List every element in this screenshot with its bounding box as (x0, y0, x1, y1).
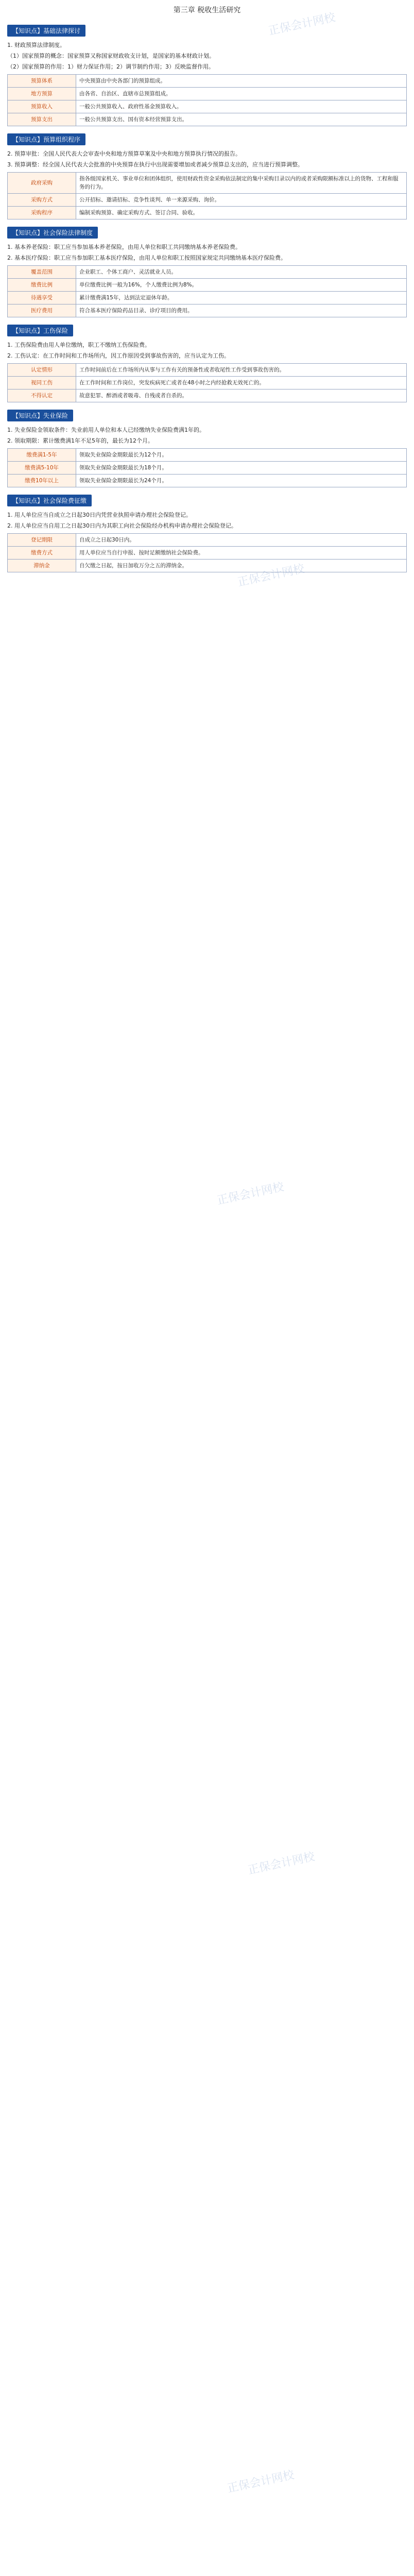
table-cell: 缴费10年以上 (8, 474, 76, 487)
section-2 (0, 129, 414, 219)
table-cell: 由各省、自治区、直辖市总预算组成。 (76, 88, 407, 100)
table-cell: 待遇享受 (8, 292, 76, 304)
section-4 (0, 320, 414, 402)
table-row (8, 389, 407, 402)
table (7, 448, 407, 487)
table-cell: 医疗费用 (8, 304, 76, 317)
table-cell: 领取失业保险金期限最长为12个月。 (76, 449, 407, 462)
table-cell: 采购程序 (8, 207, 76, 219)
table-row (8, 449, 407, 462)
table-row (8, 88, 407, 100)
text-line: 2. 基本医疗保险：职工应当参加职工基本医疗保险，由用人单位和职工按照国家规定共同缴纳基本医疗保险费。 (7, 255, 286, 261)
text-line: 1. 基本养老保险：职工应当参加基本养老保险，由用人单位和职工共同缴纳基本养老保险费。 (7, 244, 241, 250)
table-cell: 领取失业保险金期限最长为24个月。 (76, 474, 407, 487)
watermark: 正保会计网校 (236, 562, 306, 589)
table-cell: 在工作时间和工作岗位，突发疾病死亡或者在48小时之内经抢救无效死亡的。 (76, 377, 407, 389)
watermark: 正保会计网校 (247, 1850, 316, 1877)
page-header: 第三章 税收生活研究 (173, 6, 241, 14)
table-cell: 缴费满5-10年 (8, 462, 76, 474)
text-line: 2. 领取期限：累计缴费满1年不足5年的，最长为12个月。 (7, 437, 153, 444)
table-cell: 单位缴费比例一般为16%，个人缴费比例为8%。 (76, 279, 407, 292)
table-cell: 公开招标、邀请招标、竞争性谈判、单一来源采购、询价。 (76, 194, 407, 207)
text-line: 1. 失业保险金领取条件：失业前用人单位和本人已经缴纳失业保险费满1年的。 (7, 427, 205, 433)
section-heading: 【知识点】社会保险费征缴 (7, 495, 92, 506)
table-cell: 一般公共预算支出、国有资本经营预算支出。 (76, 113, 407, 126)
table-row (8, 462, 407, 474)
table-cell: 预算收入 (8, 100, 76, 113)
table-row (8, 292, 407, 304)
table-row (8, 474, 407, 487)
table (7, 265, 407, 317)
table-cell: 企业职工、个体工商户、灵活就业人员。 (76, 266, 407, 279)
table-cell: 中央预算由中央各部门的预算组成。 (76, 75, 407, 88)
table-row (8, 194, 407, 207)
table-cell: 登记期限 (8, 534, 76, 547)
table-cell: 缴费方式 (8, 547, 76, 560)
table-cell: 累计缴费满15年，达到法定退休年龄。 (76, 292, 407, 304)
table-cell: 故意犯罪、醉酒或者吸毒、自残或者自杀的。 (76, 389, 407, 402)
table-cell: 政府采购 (8, 173, 76, 194)
watermark: 正保会计网校 (267, 11, 337, 38)
text-line: 2. 预算审批：全国人民代表大会审查中央和地方预算草案及中央和地方预算执行情况的报告。 (7, 150, 241, 157)
table-cell: 自欠缴之日起，按日加收万分之五的滞纳金。 (76, 560, 407, 572)
table-row (8, 207, 407, 219)
text-line: 3. 预算调整：经全国人民代表大会批准的中央预算在执行中出现需要增加或者减少预算总支出的，应当进行预算调整。 (7, 161, 303, 168)
text-line: （2）国家预算的作用：1）财力保证作用；2）调节制约作用；3）反映监督作用。 (7, 63, 214, 70)
text-line: 2. 工伤认定：在工作时间和工作场所内，因工作原因受到事故伤害的，应当认定为工伤。 (7, 352, 230, 359)
watermark: 正保会计网校 (216, 1180, 285, 1208)
table-row (8, 266, 407, 279)
table (7, 533, 407, 572)
table-cell: 覆盖范围 (8, 266, 76, 279)
section-1 (0, 21, 414, 126)
table-cell: 不得认定 (8, 389, 76, 402)
table-cell: 工作时间前后在工作场所内从事与工作有关的预备性或者收尾性工作受到事故伤害的。 (76, 364, 407, 377)
table-row (8, 547, 407, 560)
text-line: 2. 用人单位应当自用工之日起30日内为其职工向社会保险经办机构申请办理社会保险登记。 (7, 522, 237, 529)
table-cell: 预算支出 (8, 113, 76, 126)
section-heading: 【知识点】社会保险法律制度 (7, 227, 98, 239)
table-cell: 采购方式 (8, 194, 76, 207)
table-row (8, 113, 407, 126)
table-cell: 自成立之日起30日内。 (76, 534, 407, 547)
table-row (8, 377, 407, 389)
table-cell: 缴费比例 (8, 279, 76, 292)
table-cell: 预算体系 (8, 75, 76, 88)
text-line: 1. 财政预算法律制度。 (7, 42, 65, 48)
table-row (8, 173, 407, 194)
table-row (8, 304, 407, 317)
table-cell: 滞纳金 (8, 560, 76, 572)
table-row (8, 75, 407, 88)
table-row (8, 534, 407, 547)
table-row (8, 100, 407, 113)
section-heading: 【知识点】基础法律探讨 (7, 25, 85, 37)
table (7, 74, 407, 126)
table-row (8, 560, 407, 572)
table (7, 363, 407, 402)
table-cell: 领取失业保险金期限最长为18个月。 (76, 462, 407, 474)
table-cell: 地方预算 (8, 88, 76, 100)
table-cell: 编制采购预算、确定采购方式、签订合同、验收。 (76, 207, 407, 219)
section-heading: 【知识点】预算组织程序 (7, 133, 85, 145)
table-cell: 指各级国家机关、事业单位和团体组织，使用财政性资金采购依法制定的集中采购目录以内的或者采购限额标准以上的货物、工程和服务的行为。 (76, 173, 407, 194)
table-cell: 认定情形 (8, 364, 76, 377)
section-3 (0, 223, 414, 317)
table (7, 172, 407, 219)
table-cell: 一般公共预算收入、政府性基金预算收入。 (76, 100, 407, 113)
text-line: 1. 用人单位应当自成立之日起30日内凭营业执照申请办理社会保险登记。 (7, 512, 192, 518)
watermark: 正保会计网校 (226, 2468, 296, 2496)
section-5 (0, 405, 414, 487)
section-heading: 【知识点】失业保险 (7, 410, 73, 421)
table-cell: 视同工伤 (8, 377, 76, 389)
table-row (8, 364, 407, 377)
table-cell: 缴费满1-5年 (8, 449, 76, 462)
text-line: （1）国家预算的概念：国家预算又称国家财政收支计划，是国家的基本财政计划。 (7, 53, 215, 59)
text-line: 1. 工伤保险费由用人单位缴纳，职工不缴纳工伤保险费。 (7, 342, 150, 348)
table-row (8, 279, 407, 292)
table-cell: 符合基本医疗保险药品目录、诊疗项目的费用。 (76, 304, 407, 317)
section-6 (0, 490, 414, 572)
section-heading: 【知识点】工伤保险 (7, 325, 73, 336)
table-cell: 用人单位应当自行申报、按时足额缴纳社会保险费。 (76, 547, 407, 560)
